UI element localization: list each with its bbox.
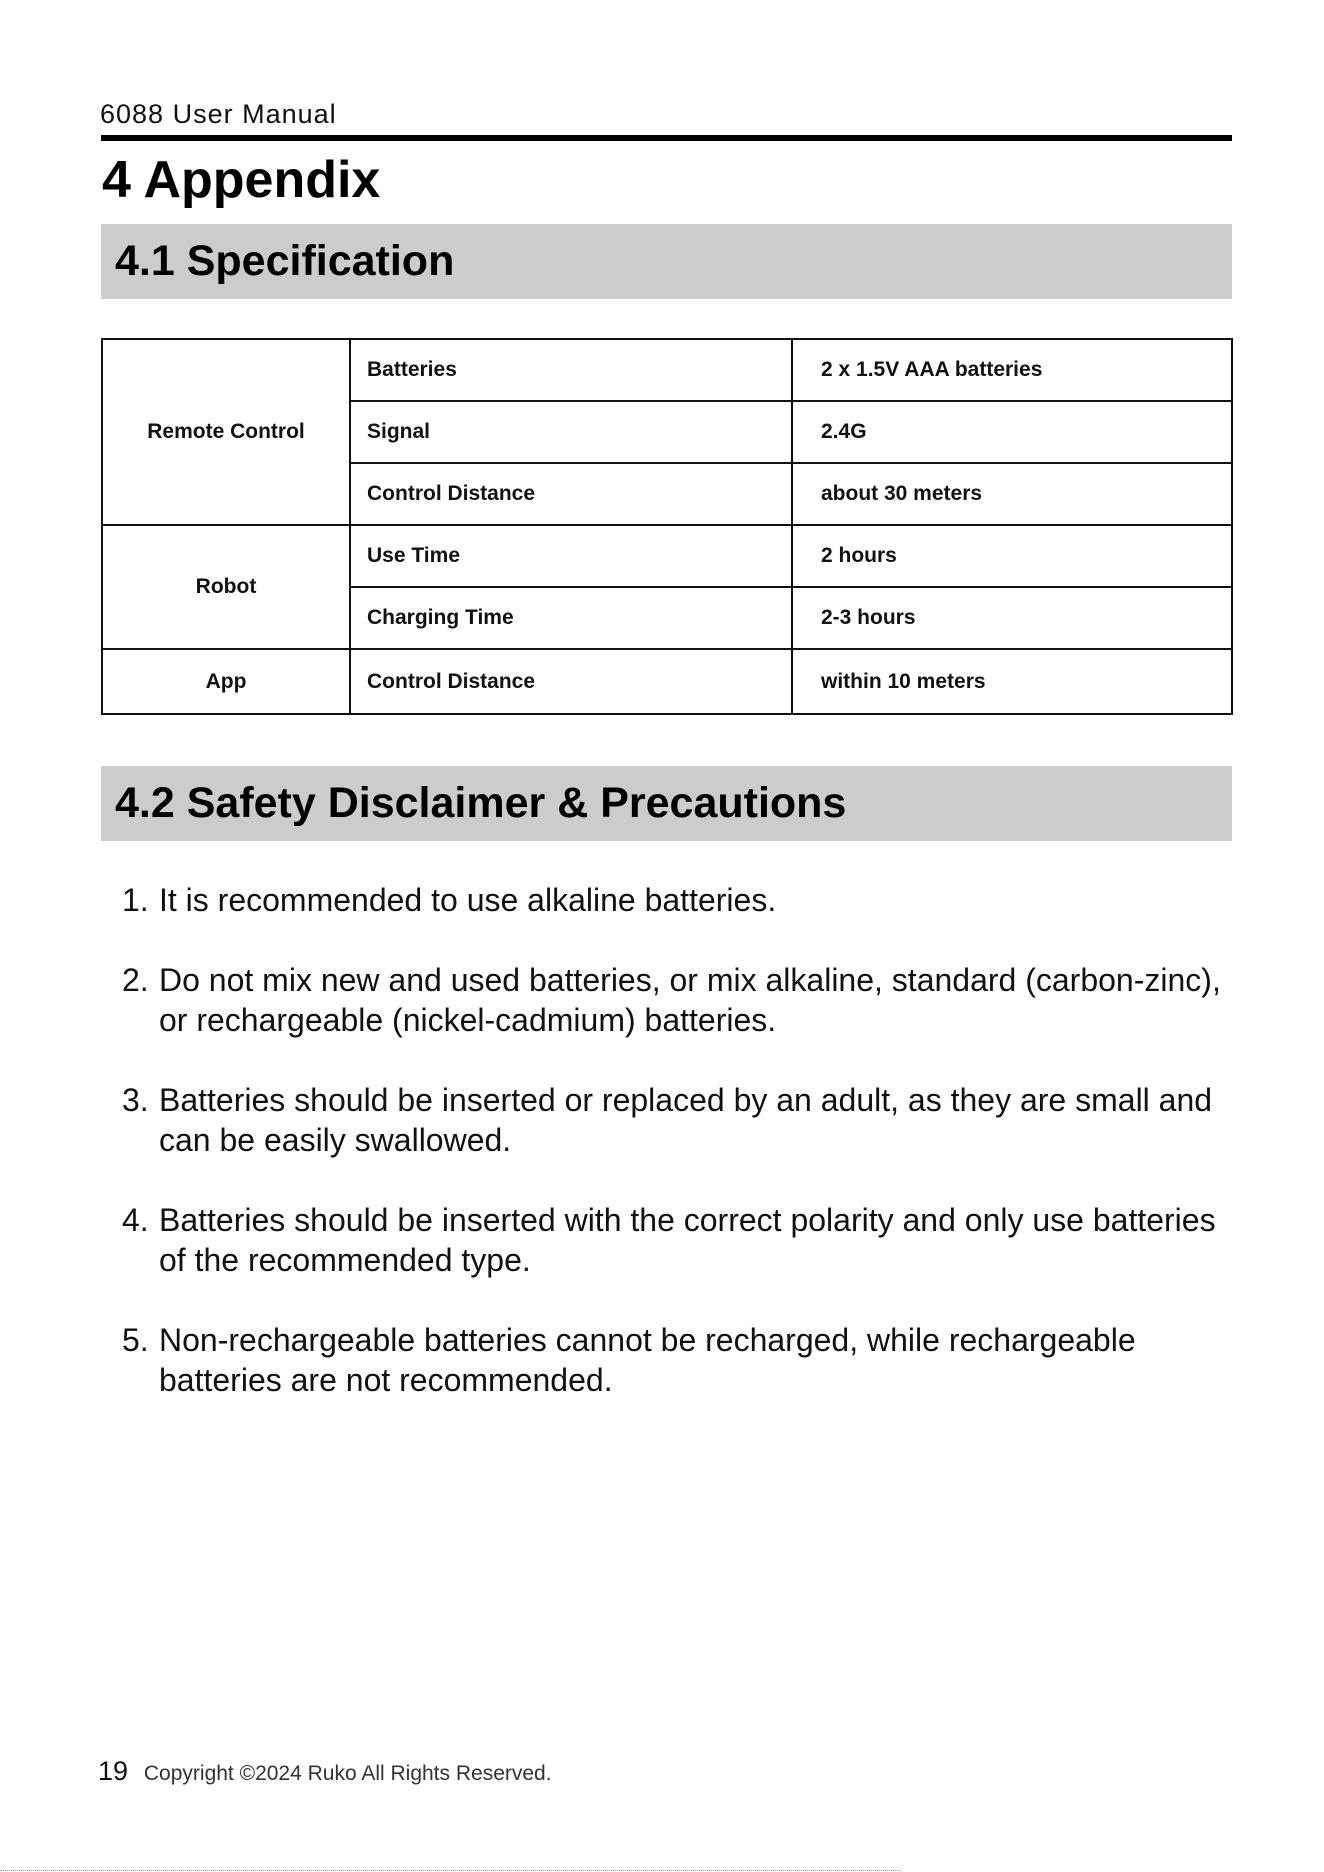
table-param-cell: Signal (350, 401, 792, 463)
table-param-cell: Batteries (350, 339, 792, 401)
list-item (122, 1080, 1232, 1160)
table-value-cell: 2-3 hours (792, 587, 1232, 649)
precautions-list (122, 880, 1232, 1440)
table-value-cell: within 10 meters (792, 649, 1232, 714)
running-header: 6088 User Manual (100, 99, 337, 129)
header-rule (101, 135, 1232, 141)
table-row (102, 525, 1232, 587)
section-title: 4.1 Specification (115, 237, 455, 285)
list-item-number: 1. (122, 882, 149, 918)
chapter-title: 4 Appendix (102, 151, 381, 209)
list-item-text: Batteries should be inserted or replaced by an adult, as they are small and can be easily swallowed. (159, 1082, 1213, 1158)
bottom-dotted-rule (0, 1870, 900, 1871)
table-param-cell: Charging Time (350, 587, 792, 649)
list-item-number: 5. (122, 1322, 149, 1358)
table-param-cell: Use Time (350, 525, 792, 587)
page-footer (98, 1756, 552, 1787)
table-row (102, 339, 1232, 401)
table-row (102, 649, 1232, 714)
table-value-cell: 2.4G (792, 401, 1232, 463)
section-heading-safety (101, 766, 1232, 841)
specification-table (101, 338, 1233, 715)
list-item-number: 3. (122, 1082, 149, 1118)
table-value-cell: about 30 meters (792, 463, 1232, 525)
list-item (122, 1200, 1232, 1280)
copyright-text: Copyright ©2024 Ruko All Rights Reserved. (143, 1762, 552, 1785)
table-group-cell: App (102, 649, 350, 714)
list-item-number: 2. (122, 962, 149, 998)
section-title: 4.2 Safety Disclaimer & Precautions (115, 779, 847, 827)
list-item-text: It is recommended to use alkaline batteries. (159, 882, 777, 918)
list-item (122, 880, 1232, 920)
list-item-text: Batteries should be inserted with the correct polarity and only use batteries of the recommended type. (159, 1202, 1216, 1278)
list-item-number: 4. (122, 1202, 149, 1238)
table-param-cell: Control Distance (350, 649, 792, 714)
list-item-text: Non-rechargeable batteries cannot be recharged, while rechargeable batteries are not recommended. (159, 1322, 1136, 1398)
section-heading-specification (101, 224, 1232, 299)
table-group-cell: Remote Control (102, 339, 350, 525)
table-value-cell: 2 x 1.5V AAA batteries (792, 339, 1232, 401)
table-group-cell: Robot (102, 525, 350, 649)
list-item (122, 1320, 1232, 1400)
table-param-cell: Control Distance (350, 463, 792, 525)
page-number: 19 (98, 1756, 129, 1786)
table-value-cell: 2 hours (792, 525, 1232, 587)
list-item (122, 960, 1232, 1040)
list-item-text: Do not mix new and used batteries, or mix alkaline, standard (carbon-zinc), or rechargeable (nickel-cadmium) batteries. (159, 962, 1221, 1038)
